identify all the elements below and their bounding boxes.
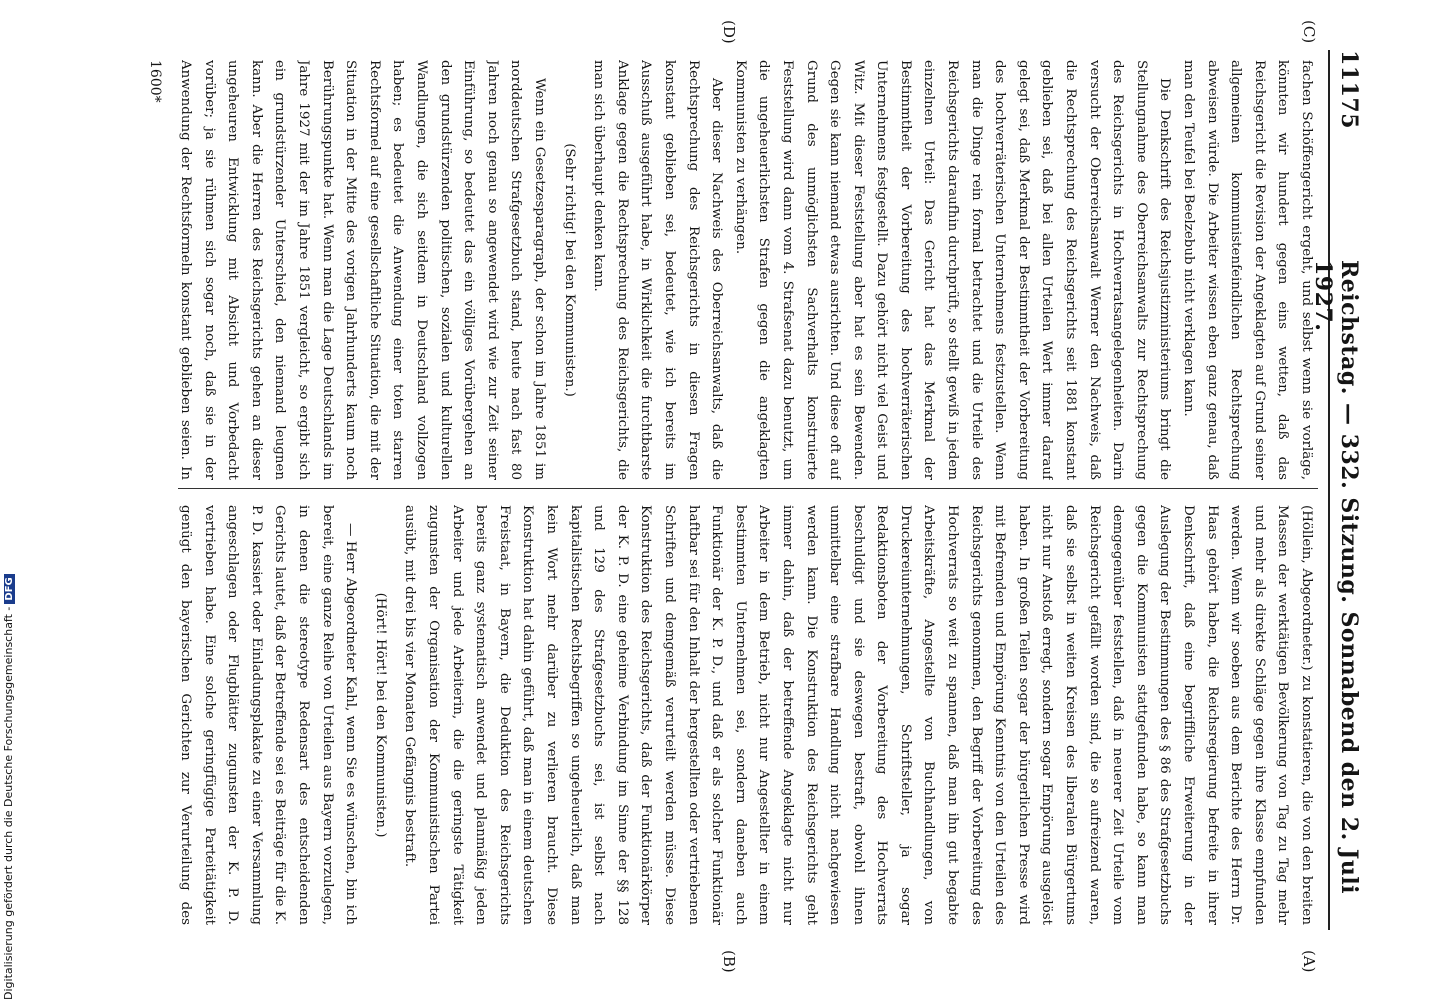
page-header — [1310, 50, 1370, 930]
margin-marker-b: (B) — [720, 950, 738, 973]
paragraph: — Herr Abgeordneter Kahl, wenn Sie es wünschen, bin ich bereit, eine ganze Reihe von Urteilen aus Bayern vorzulegen, in denen die stereotype Redensart des entscheidenden Gerichts lautet, daß der Betreffende sei es Beiträge für die K. P. D. kassiert oder Einladungsplakate zu einer Versammlung angeschlagen oder Flugblätter zugunsten der K. P. D. vertrieben habe. Eine solche geringfügige Parteitätigkeit genügt den bayerischen Gerichten zur Verurteilung des — [178, 505, 359, 925]
digitization-credit — [2, 574, 15, 1000]
page-title: Reichstag. — 332. Sitzung. Sonnabend den 2. Juli 1927. — [1310, 260, 1362, 895]
paragraph: fachen Schöffengericht ergeht, und selbst wenn sie vorläge, könnten wir hundert gegen eins wetten, daß das Reichsgericht die Revision der Angeklagten auf Grund seiner allgemeinen kommunistenfeindlichen Rechtsprechung abweisen würde. Die Arbeiter wissen eben ganz genau, daß man den Teufel bei Beelzebub nicht verklagen kann. — [1181, 60, 1314, 480]
column-divider — [178, 488, 1318, 489]
page-footer-number: 1600* — [147, 60, 163, 103]
margin-marker-c: (C) — [1300, 20, 1318, 44]
text-column-left — [178, 60, 1318, 480]
page-number: 11175 — [1336, 50, 1362, 130]
rotated-page-content — [78, 0, 1378, 1000]
credit-text: Digitalisierung gefördert durch die Deutsche Forschungsgemeinschaft - — [2, 606, 15, 1000]
paragraph: Aber dieser Nachweis des Oberreichsanwalts, daß die Rechtsprechung des Reichsgerichts in diesen Fragen konstant geblieben sei, bedeutet, wie ich bereits im Ausschuß ausgeführt habe, in Wirklichkeit die furchtbarste Anklage gegen die Rechtsprechung des Reichsgerichts, die man sich überhaupt denken kann. — [591, 60, 725, 480]
interjection: (Sehr richtig! bei den Kommunisten.) — [561, 143, 577, 397]
dfg-logo: DFG — [4, 574, 15, 603]
interjection: (Hört! Hört! bei den Kommunisten.) — [372, 592, 388, 838]
paragraph: Wenn ein Gesetzesparagraph, der schon im Jahre 1851 im norddeutschen Strafgesetzbuch stand, heute nach fast 80 Jahren noch genau so angewendet wird wie zur Zeit seiner Einführung, so bedeutet das ein völliges Vorübergehen an den grundstürzenden politischen, sozialen und kulturellen Wandlungen, die sich seitdem in Deutschland vollzogen haben; es bedeutet die Anwendung einer toten starren Rechtsformel auf eine gesellschaftliche Situation, die mit der Situation in der Mitte des vorigen Jahrhunderts kaum noch Berührungspunkte hat. Wenn man die Lage Deutschlands im Jahre 1927 mit der im Jahre 1851 vergleicht, so ergibt sich ein grundstürzender Unterschied, den niemand leugnen kann. Aber die Herren des Reichsgerichts gehen an dieser ungeheuren Entwicklung mit Absicht und Vorbedacht vorüber; ja sie rühmen sich sogar noch, daß sie in der Anwendung der Rechtsformeln konstant geblieben seien. In — [178, 60, 547, 480]
paragraph: Die Denkschrift des Reichsjustizministeriums bringt die Stellungnahme des Oberreichsanwalts zur Rechtsprechung des Reichsgerichts in Hochverratsangelegenheiten. Darin versucht der Oberreichsanwalt Werner den Nachweis, daß die Rechtsprechung des Reichsgerichts seit 1881 konstant geblieben sei, daß bei allen Urteilen Wert immer darauf gelegt sei, daß Merkmal der Bestimmtheit der Vorbereitung des hochverräterischen Unternehmens festzustellen. Wenn man die Dinge rein formal betrachtet und die Urteile des Reichsgerichts daraufhin durchprüft, so stellt gewiß in jedem einzelnen Urteil: Das Gericht hat das Merkmal der Bestimmtheit der Vorbereitung des hochverräterischen Unternehmens festgestellt. Dazu gehört nicht viel Geist und Witz. Mit dieser Feststellung aber hat es sein Bewenden. Gegen sie kann niemand etwas ausrichten. Und diese oft auf Grund des unmöglichsten Sachverhalts konstruierte Feststellung wird dann vom 4. Strafsenat dazu benutzt, um die ungeheuerlichsten Strafen gegen die angeklagten Kommunisten zu verhängen. — [732, 60, 1173, 480]
paragraph: (Höllein, Abgeordneter.) zu konstatieren, die von den breiten Massen der werktätigen Bevölkerung von Tag zu Tag mehr und mehr als direkte Schläge gegen ihre Klasse empfunden werden. Wenn wir soeben aus dem Berichte des Herrn Dr. Haas gehört haben, die Reichsregierung befreite in ihrer Denkschrift, daß eine begriffliche Erweiterung in der Auslegung der Bestimmungen des § 86 des Strafgesetzbuchs gegen die Kommunisten stattgefunden habe, so kann man demgegenüber feststellen, daß in neuerer Zeit Urteile vom Reichsgericht gefällt worden sind, die so aufreizend waren, daß sie selbst in weiten Kreisen des liberalen Bürgertums nicht nur Anstoß erregt, sondern sogar Empörung ausgelöst haben. In großen Teilen sogar der bürgerlichen Presse wird mit Befremden und Empörung Kenntnis von den Urteilen des Reichsgerichts genommen, den Begriff der Vorbereitung des Hochverrats so weit zu spannen, daß man ihn gut begabte Arbeitskräfte, Angestellte von Buchhandlungen, von Druckereiunternehmungen, Schriftsteller, ja sogar Redaktionsboten der Vorbereitung des Hochverrats beschuldigt und sie deswegen bestraft, obwohl ihnen unmittelbar eine strafbare Handlung nicht nachgewiesen werden kann. Die Konstruktion des Reichsgerichts geht immer dahin, daß der betreffende Angeklagte nicht nur Arbeiter in dem Betrieb, nicht nur Angestellter in einem bestimmten Unternehmen sei, sondern daneben auch Funktionär der K. P. D., und daß er als solcher Funktionär haftbar sei für den Inhalt der hergestellten oder vertriebenen Schriften und demgemäß verurteilt werden müsse. Diese Konstruktion des Reichsgerichts, daß der Funktionärkörper der K. P. D. eine geheime Verbindung im Sinne der §§ 128 und 129 des Strafgesetzbuchs sei, ist selbst nach kapitalistischen Rechtsbegriffen so ungeheuerlich, daß man kein Wort mehr darüber zu verlieren braucht. Diese Konstruktion hat dahin geführt, daß man in einem deutschen Freistaat, in Bayern, die Deduktion des Reichsgerichts bereits ganz systematisch anwendet und planmäßig jeden Arbeiter und jede Arbeiterin, die die geringste Tätigkeit zugunsten der Organisation der Kommunistischen Partei ausübt, mit drei bis vier Monaten Gefängnis bestraft. — [402, 505, 1314, 925]
text-column-right — [178, 505, 1318, 925]
margin-marker-d: (D) — [720, 20, 738, 44]
margin-marker-a: (A) — [1300, 950, 1318, 973]
